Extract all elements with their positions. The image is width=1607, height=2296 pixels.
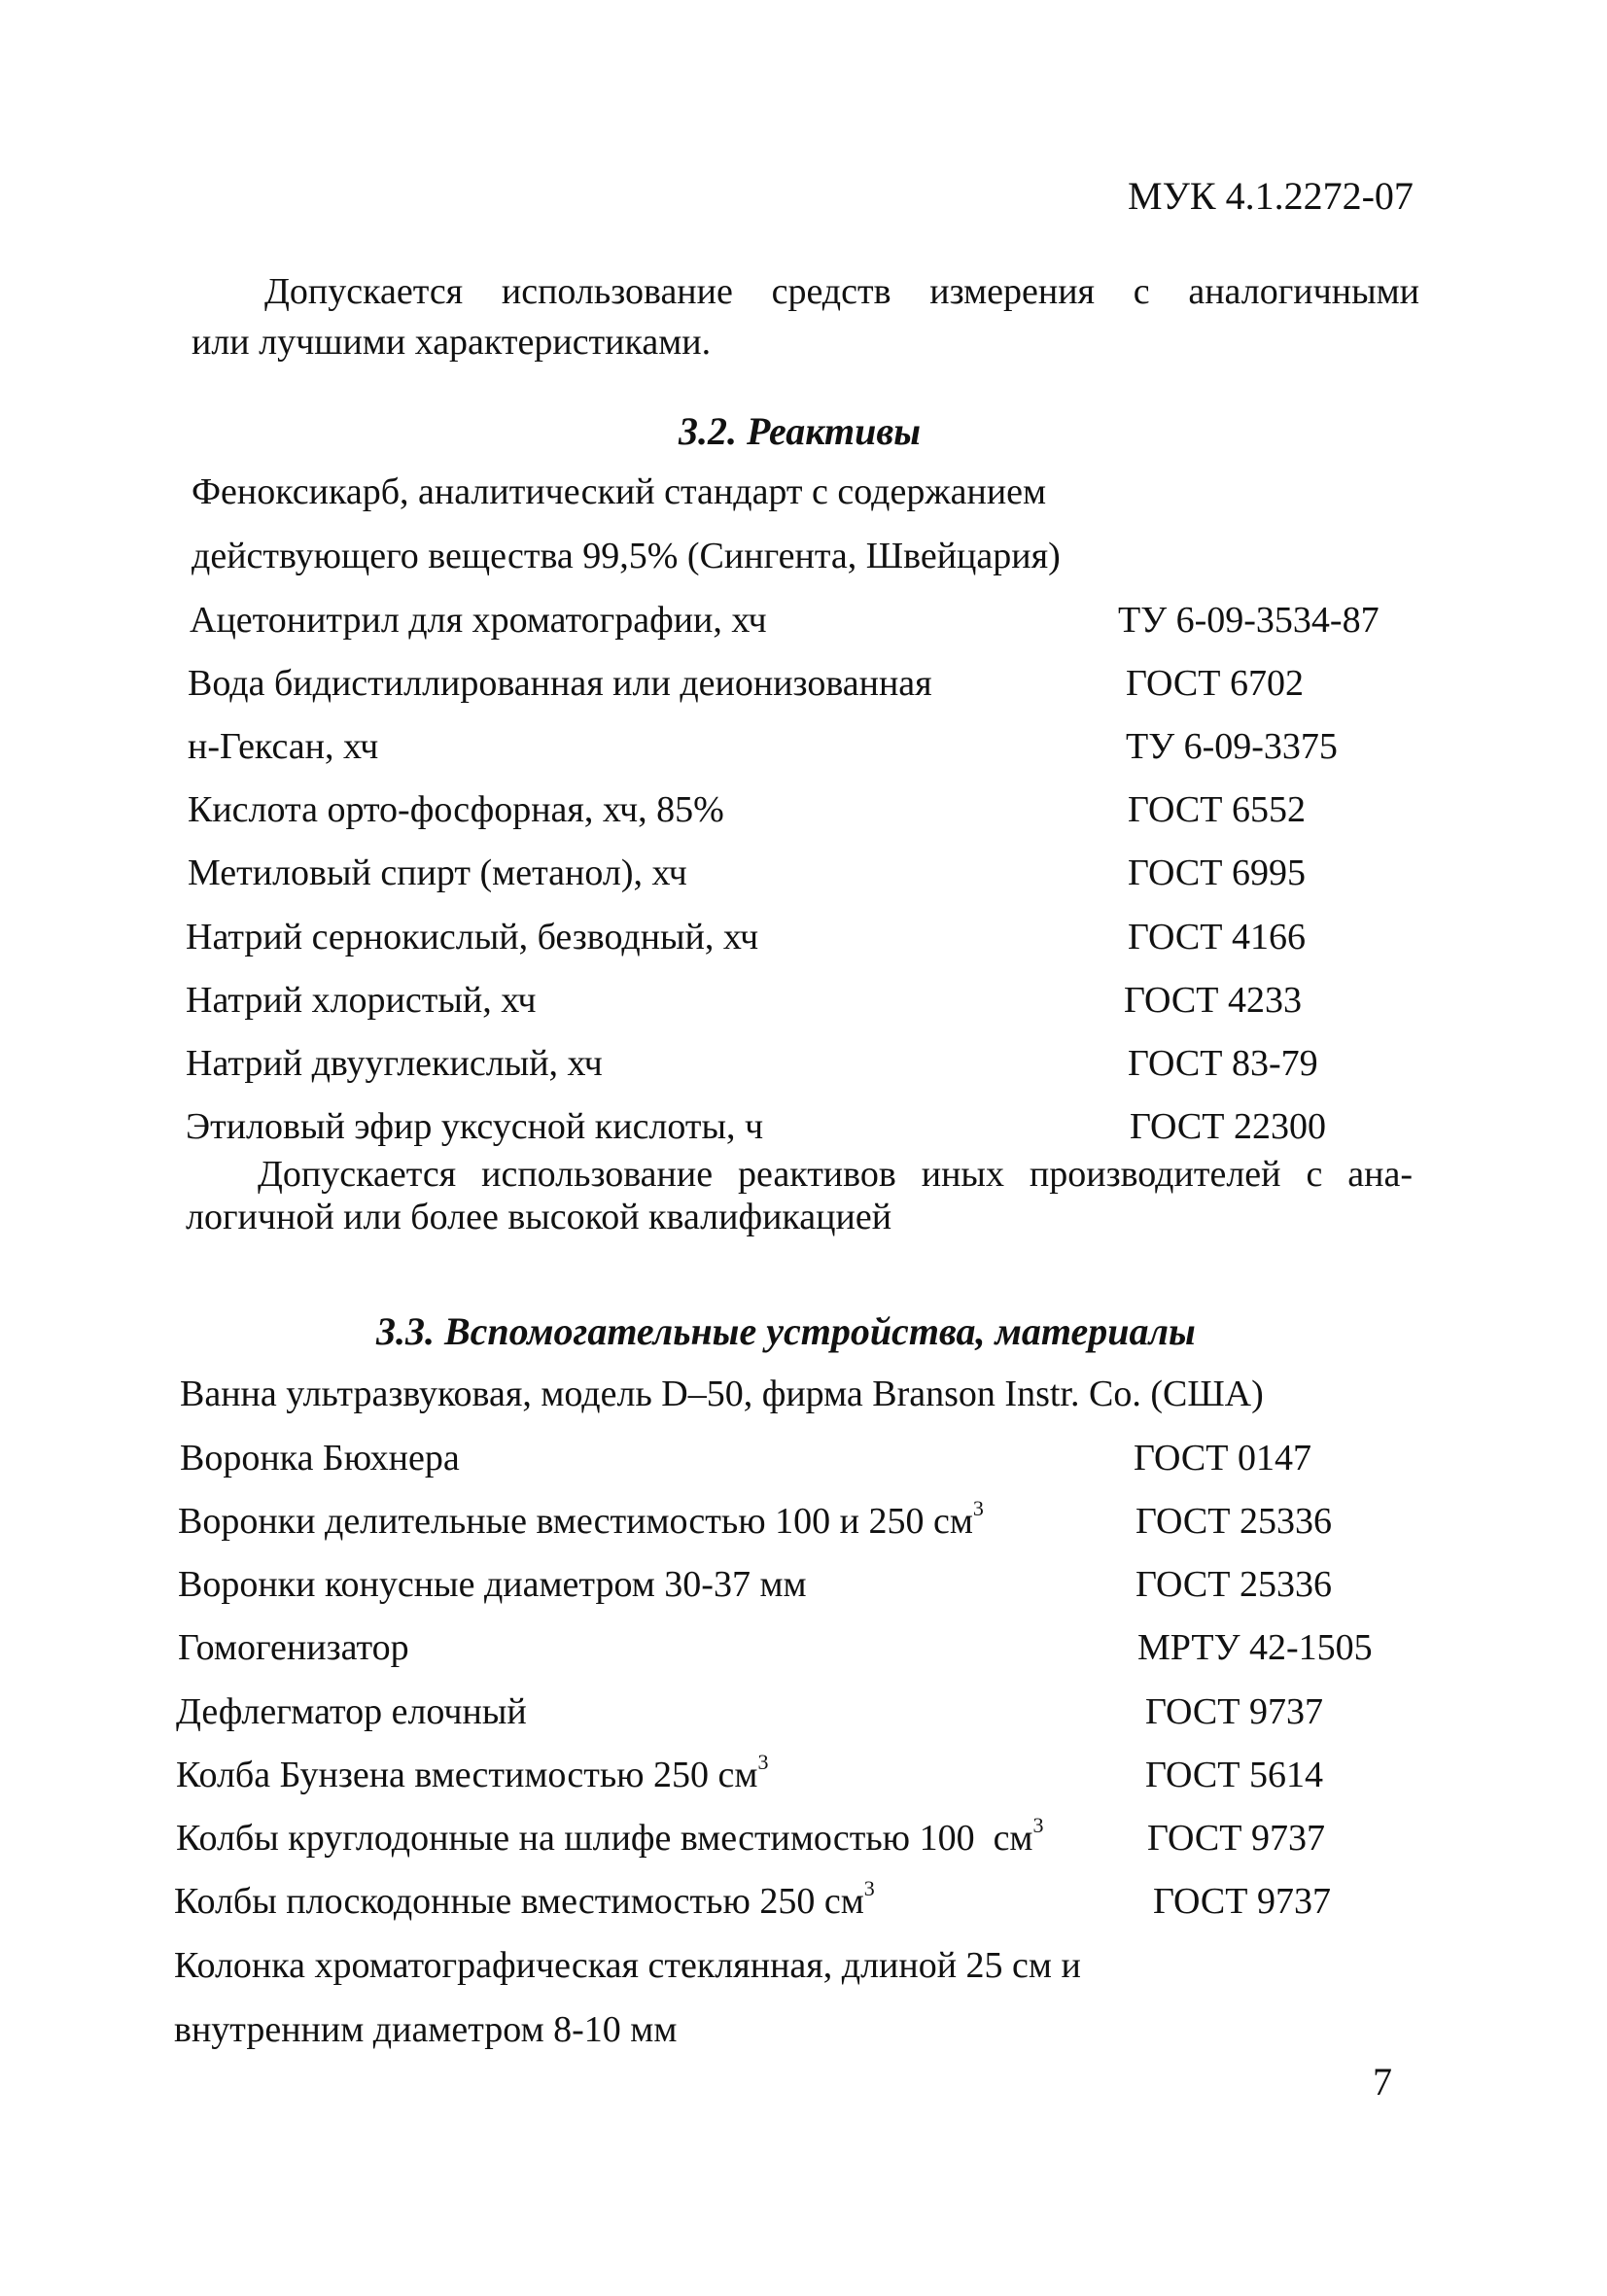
reagent-name: н-Гексан, хч [188, 726, 379, 767]
reagents-note-line-2: логичной или более высокой квалификацией [186, 1197, 892, 1237]
list-item [0, 979, 1607, 1037]
list-item [0, 1437, 1607, 1495]
list-item [0, 725, 1607, 783]
aux-item-standard: МРТУ 42-1505 [1137, 1627, 1373, 1668]
aux-item-name: Колонка хроматографическая стеклянная, длиной 25 см и [174, 1945, 1081, 1986]
list-item [0, 1563, 1607, 1621]
reagent-standard: ГОСТ 83-79 [1128, 1043, 1318, 1084]
aux-item-name: Ванна ультразвуковая, модель D–50, фирма Branson Instr. Co. (США) [180, 1374, 1264, 1414]
section-title-aux: 3.3. Вспомогательные устройства, материалы [376, 1309, 1196, 1353]
list-item [0, 916, 1607, 974]
intro-line-1: Допускается использование средств измерения с аналогичными [264, 271, 1419, 312]
list-item [0, 852, 1607, 910]
aux-item-standard: ГОСТ 0147 [1134, 1438, 1311, 1478]
list-item [0, 1944, 1607, 2002]
reagent-name: Вода бидистиллированная или деионизованная [188, 663, 932, 704]
list-item [0, 662, 1607, 720]
reagent-standard: ГОСТ 6702 [1126, 663, 1304, 704]
reagent-standard: ГОСТ 4233 [1124, 980, 1302, 1021]
intro-line-2: или лучшими характеристиками. [192, 322, 712, 363]
list-item [0, 1750, 1607, 1812]
list-item [0, 535, 1607, 593]
reagent-name: Феноксикарб, аналитический стандарт с содержанием [192, 471, 1047, 512]
aux-item-name: Колба Бунзена вместимостью 250 $см^3$ [176, 1750, 769, 1795]
list-item [0, 1042, 1607, 1100]
aux-item-standard: ГОСТ 5614 [1145, 1755, 1323, 1795]
aux-item-name: Воронки делительные вместимостью 100 и 250 $см^3$ [178, 1496, 984, 1542]
reagent-standard: ГОСТ 6552 [1128, 789, 1306, 830]
list-item [0, 599, 1607, 657]
list-item [0, 1690, 1607, 1749]
reagent-name: Этиловый эфир уксусной кислоты, ч [186, 1106, 764, 1147]
aux-item-standard: ГОСТ 25336 [1135, 1564, 1332, 1605]
reagent-name: Ацетонитрил для хроматографии, хч [190, 600, 767, 641]
reagents-note-line-1: Допускается использование реактивов иных производителей с ана- [258, 1154, 1413, 1195]
reagent-standard: ГОСТ 4166 [1128, 917, 1306, 957]
reagent-name: действующего вещества 99,5% (Сингента, Швейцария) [192, 536, 1061, 576]
list-item [0, 1626, 1607, 1685]
reagent-standard: ТУ 6-09-3375 [1126, 726, 1338, 767]
list-item [0, 2008, 1607, 2067]
aux-item-name: внутренним диаметром 8-10 мм [174, 2009, 678, 2050]
reagent-standard: ГОСТ 22300 [1130, 1106, 1326, 1147]
reagent-name: Кислота орто-фосфорная, хч, 85% [188, 789, 724, 830]
section-title-reagents: 3.2. Реактивы [679, 409, 921, 453]
aux-item-name: Дефлегматор елочный [176, 1691, 527, 1732]
reagent-name: Метиловый спирт (метанол), хч [188, 852, 687, 893]
list-item [0, 470, 1607, 529]
superscript-3: 3 [1032, 1813, 1044, 1838]
page-number: 7 [1373, 2060, 1392, 2104]
aux-item-standard: ГОСТ 25336 [1135, 1501, 1332, 1542]
list-item [0, 788, 1607, 847]
reagent-name: Натрий хлористый, хч [186, 980, 537, 1021]
superscript-3: 3 [863, 1876, 875, 1901]
aux-item-name: Колбы плоскодонные вместимостью 250 $см^3$ [174, 1876, 875, 1922]
superscript-3: 3 [757, 1750, 769, 1775]
reagent-name: Натрий сернокислый, безводный, хч [186, 917, 759, 957]
aux-item-name: Воронки конусные диаметром 30-37 мм [178, 1564, 807, 1605]
reagent-name: Натрий двууглекислый, хч [186, 1043, 603, 1084]
aux-item-name: Гомогенизатор [178, 1627, 409, 1668]
list-item [0, 1496, 1607, 1558]
aux-item-standard: ГОСТ 9737 [1147, 1818, 1325, 1859]
list-item [0, 1876, 1607, 1938]
aux-item-standard: ГОСТ 9737 [1145, 1691, 1323, 1732]
aux-item-standard: ГОСТ 9737 [1153, 1881, 1331, 1922]
superscript-3: 3 [972, 1496, 984, 1521]
list-item [0, 1813, 1607, 1875]
list-item [0, 1373, 1607, 1431]
aux-item-name: Воронка Бюхнера [180, 1438, 460, 1478]
reagent-standard: ГОСТ 6995 [1128, 852, 1306, 893]
reagent-standard: ТУ 6-09-3534-87 [1118, 600, 1380, 641]
doc-code: МУК 4.1.2272-07 [1128, 174, 1414, 218]
aux-item-name: Колбы круглодонные на шлифе вместимостью 100 $см^3$ [176, 1813, 1044, 1859]
